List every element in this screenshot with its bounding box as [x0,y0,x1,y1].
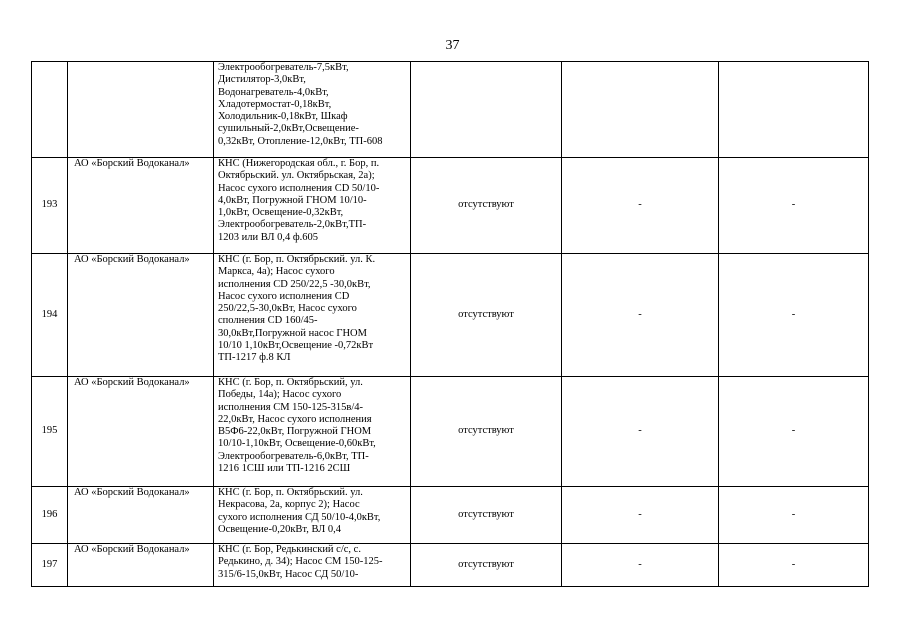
description-line: В5Ф6-22,0кВт, Погружной ГНОМ [218,426,372,438]
description-line: 4,0кВт, Погружной ГНОМ 10/10- [218,194,367,206]
value-cell-5: - [562,487,719,544]
description-line: Дистилятор-3,0кВт, [218,74,306,86]
status-cell [411,62,562,158]
value-cell-6: - [719,377,869,487]
organization-name: АО «Борский Водоканал» [68,544,214,587]
description-line: Насос сухого исполнения CD [218,290,350,302]
value-cell-6: - [719,158,869,254]
description-line: Электрообогреватель-7,5кВт, [218,62,349,73]
organization-name: АО «Борский Водоканал» [68,487,214,544]
description-line: КНС (г. Бор, п. Октябрьский. ул. К. [218,254,376,265]
description-line: Некрасова, 2а, корпус 2); Насос [218,499,360,511]
facility-description [214,377,411,487]
value-cell-5: - [562,254,719,377]
table-row [32,487,869,544]
value-cell-5 [562,62,719,158]
description-line: 22,0кВт, Насос сухого исполнения [218,413,372,425]
equipment-table [31,61,869,587]
description-line: Электрообогреватель-6,0кВт, ТП- [218,450,369,462]
facility-description [214,158,411,254]
description-line: Редькино, д. 34); Насос СМ 150-125- [218,556,383,568]
value-cell-6 [719,62,869,158]
table-row [32,62,869,158]
description-line: 10/10 1,10кВт,Освещение -0,72кВт [218,340,374,352]
description-line: Победы, 14а); Насос сухого [218,389,342,401]
organization-name: АО «Борский Водоканал» [68,254,214,377]
description-line: Хладотермостат-0,18кВт, [218,98,332,110]
description-line: сушильный-2,0кВт,Освещение- [218,123,359,135]
row-number: 194 [32,254,68,377]
description-line: Электрообогреватель-2,0кВт,ТП- [218,219,367,231]
description-line: 1216 1СШ или ТП-1216 2СШ [218,463,351,475]
description-line: Насос сухого исполнения CD 50/10- [218,182,380,194]
row-number: 195 [32,377,68,487]
description-line: КНС (г. Бор, п. Октябрьский, ул. [218,377,363,388]
facility-description [214,254,411,377]
value-cell-5: - [562,544,719,587]
organization-name [68,62,214,158]
description-line: 0,32кВт, Отопление-12,0кВт, ТП-608 [218,135,383,147]
facility-description [214,62,411,158]
status-cell: отсутствуют [411,254,562,377]
table-row [32,544,869,587]
status-cell: отсутствуют [411,544,562,587]
facility-description [214,544,411,587]
status-cell: отсутствуют [411,377,562,487]
table-row [32,377,869,487]
page-number: 37 [445,38,460,53]
row-number: 197 [32,544,68,587]
description-line: Октябрьский. ул. Октябрьская, 2а); [218,170,375,182]
description-line: 315/6-15,0кВт, Насос СД 50/10- [218,568,359,580]
description-line: Маркса, 4а); Насос сухого [218,266,335,278]
status-cell: отсутствуют [411,158,562,254]
description-line: Освещение-0,20кВт, ВЛ 0,4 [218,523,341,535]
table-row [32,254,869,377]
description-line: Холодильник-0,18кВт, Шкаф [218,111,348,123]
description-line: 10/10-1,10кВт, Освещение-0,60кВт, [218,438,376,450]
description-line: сухого исполнения СД 50/10-4,0кВт, [218,511,381,523]
description-line: 30,0кВт,Погружной насос ГНОМ [218,327,367,339]
organization-name: АО «Борский Водоканал» [68,377,214,487]
value-cell-6: - [719,254,869,377]
status-cell: отсутствуют [411,487,562,544]
facility-description [214,487,411,544]
value-cell-5: - [562,158,719,254]
value-cell-6: - [719,544,869,587]
description-line: 1203 или ВЛ 0,4 ф.605 [218,231,319,243]
description-line: КНС (г. Бор, Редькинский с/с, с. [218,544,361,555]
description-line: ТП-1217 ф.8 КЛ [218,352,291,364]
description-line: Водонагреватель-4,0кВт, [218,86,329,98]
organization-name: АО «Борский Водоканал» [68,158,214,254]
value-cell-5: - [562,377,719,487]
description-line: КНС (Нижегородская обл., г. Бор, п. [218,158,380,169]
row-number [32,62,68,158]
row-number: 193 [32,158,68,254]
table-row [32,158,869,254]
value-cell-6: - [719,487,869,544]
description-line: сполнения CD 160/45- [218,315,318,327]
row-number: 196 [32,487,68,544]
description-line: 250/22,5-30,0кВт, Насос сухого [218,303,357,315]
description-line: 1,0кВт, Освещение-0,32кВт, [218,207,344,219]
description-line: КНС (г. Бор, п. Октябрьский. ул. [218,487,363,498]
description-line: исполнения СМ 150-125-315в/4- [218,401,364,413]
description-line: исполнения CD 250/22,5 -30,0кВт, [218,278,371,290]
